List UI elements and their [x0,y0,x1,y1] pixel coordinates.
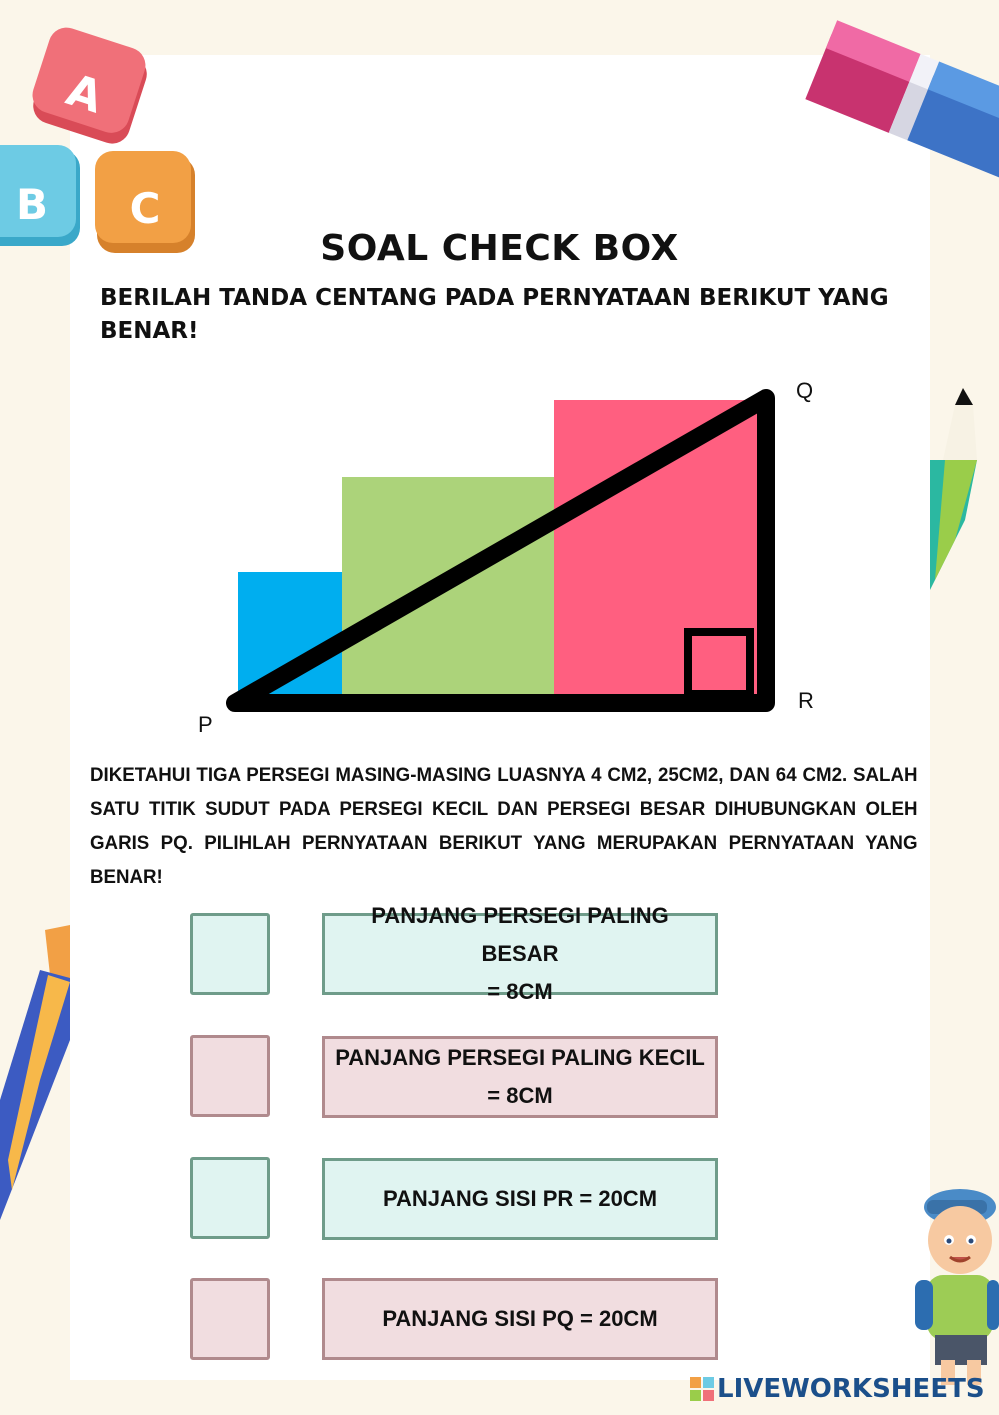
point-q-label: Q [796,378,814,403]
figure-svg [180,360,860,750]
pencil-decoration-right [925,380,999,600]
abc-blocks-decoration [0,25,200,260]
option-2-statement [322,1036,718,1118]
page-title: SOAL CHECK BOX [320,228,679,269]
point-r-label: R [798,688,814,713]
eraser-decoration [800,20,999,200]
option-3-line-1: PANJANG SISI PR = 20CM [382,1186,658,1211]
pencil-decoration-left [0,920,72,1230]
block-b-letter: B [15,180,49,229]
option-1-line-2: = 8CM [487,979,553,1004]
student-boy-decoration [905,1185,999,1385]
option-1-checkbox[interactable] [190,913,270,995]
block-c-letter: C [129,184,161,233]
problem-description: DIKETAHUI TIGA PERSEGI MASING-MASING LUASNYA 4 CM2, 25CM2, DAN 64 CM2. SALAH SATU TITIK SUDUT PADA PERSEGI KECIL DAN PERSEGI BESAR DIHUBUNGKAN OLEH GARIS PQ. PILIHLAH PERNYATAAN BERIKUT YANG MERUPAKAN PERNYATAAN YANG BENAR! [90,764,918,888]
liveworksheets-logo-text: LIVEWORKSHEETS [717,1374,985,1404]
block-a-letter: A [60,64,109,124]
large-square [554,400,774,702]
option-2-line-2: = 8CM [487,1083,553,1108]
option-4-statement [322,1278,718,1360]
liveworksheets-logo[interactable] [690,1374,985,1404]
instruction-text: BERILAH TANDA CENTANG PADA PERNYATAAN BERIKUT YANG BENAR! [100,285,889,344]
option-2-checkbox[interactable] [190,1035,270,1117]
option-4-checkbox[interactable] [190,1278,270,1360]
option-1-statement [322,903,718,1004]
option-4-line-1: PANJANG SISI PQ = 20CM [382,1306,658,1331]
liveworksheets-logo-icon [690,1377,714,1401]
option-2-line-1: PANJANG PERSEGI PALING KECIL [335,1045,705,1070]
option-3-statement [322,1158,718,1240]
option-3-checkbox[interactable] [190,1157,270,1239]
pythagoras-figure [180,360,860,750]
option-1-line-1: PANJANG PERSEGI PALING BESAR [371,903,669,966]
point-p-label: P [198,712,213,737]
